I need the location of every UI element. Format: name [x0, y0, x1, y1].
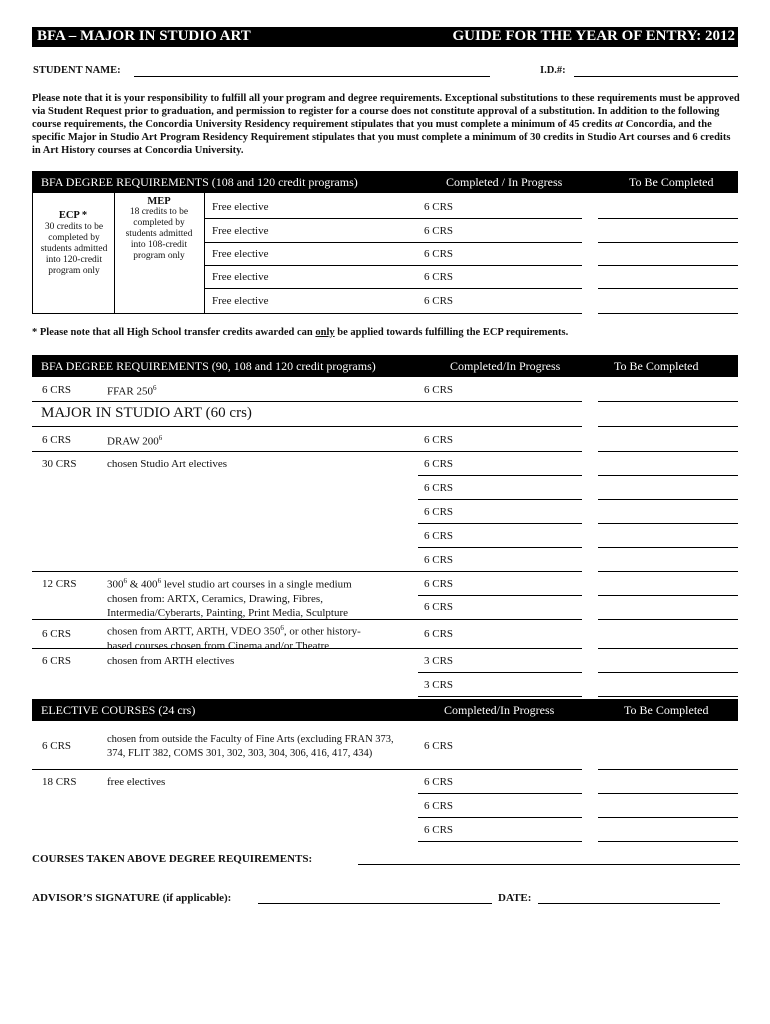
section3-header [32, 699, 738, 721]
arth-crs-1: 3 CRS [424, 655, 454, 667]
s1-crs-4: 6 CRS [424, 271, 454, 283]
ecp-title: ECP * [58, 210, 88, 221]
ffar-to-be[interactable] [598, 401, 738, 402]
electives-to-be-1[interactable] [598, 475, 738, 476]
draw-course: DRAW $200^6$ [107, 434, 163, 448]
s1-crs-2: 6 CRS [424, 225, 454, 237]
electives-crs-3: 6 CRS [424, 506, 454, 518]
history-crs: 6 CRS [424, 628, 454, 640]
free-to-be-3[interactable] [598, 841, 738, 842]
section3-title: ELECTIVE COURSES (24 crs) [41, 703, 196, 717]
arth-to-be-1[interactable] [598, 672, 738, 673]
student-id-label: I.D.#: [540, 65, 566, 76]
electives-credits: 30 CRS [42, 458, 77, 470]
section3-to-be-header: To Be Completed [624, 703, 709, 717]
free-crs-2: 6 CRS [424, 800, 454, 812]
level-to-be-2[interactable] [598, 619, 738, 620]
title-bar [32, 27, 738, 47]
ffar-crs: 6 CRS [424, 384, 454, 396]
free-crs-3: 6 CRS [424, 824, 454, 836]
student-id-field[interactable] [574, 76, 738, 77]
date-label: DATE: [498, 892, 532, 904]
electives-crs-2: 6 CRS [424, 482, 454, 494]
level-course: $300^6$ & $400^6$ level studio art courses in a single medium chosen from: ARTX, Ceramics, Drawing, Fibres, Intermedia/Cyberarts, Painting, Print Media, Sculpture [107, 577, 352, 619]
transfer-note: * Please note that all High School transfer credits awarded can only be applied towards fulfilling the ECP requirements. [32, 327, 569, 338]
section3-completed-header: Completed/In Progress [444, 703, 555, 717]
arth-to-be-2[interactable] [598, 696, 738, 697]
student-name-field[interactable] [134, 76, 490, 77]
section2-to-be-header: To Be Completed [614, 359, 699, 373]
section2-title: BFA DEGREE REQUIREMENTS (90, 108 and 120 credit programs) [41, 359, 376, 373]
section1-header [32, 171, 738, 193]
mep-description: 18 credits to be completed by students admitted into 108-credit program only [125, 207, 193, 261]
s1-course-5: Free elective [212, 295, 269, 307]
s1-course-3: Free elective [212, 248, 269, 260]
date-field[interactable] [538, 903, 720, 904]
electives-course: chosen Studio Art electives [107, 458, 228, 470]
section2-header [32, 355, 738, 377]
s1-crs-3: 6 CRS [424, 248, 454, 260]
ffar-course: FFAR $250^6$ [107, 384, 157, 398]
arth-credits: 6 CRS [42, 655, 72, 667]
mep-title: MEP [147, 196, 171, 207]
free-crs-1: 6 CRS [424, 776, 454, 788]
level-credits: 12 CRS [42, 578, 77, 590]
draw-crs: 6 CRS [424, 434, 454, 446]
electives-to-be-5[interactable] [598, 571, 738, 572]
form-title: BFA – MAJOR IN STUDIO ART [37, 28, 251, 44]
major-title: MAJOR IN STUDIO ART (60 crs) [41, 405, 252, 421]
above-requirements-field[interactable] [358, 864, 740, 865]
draw-credits: 6 CRS [42, 434, 72, 446]
s1-to-be-4[interactable] [598, 288, 738, 289]
section2-completed-header: Completed/In Progress [450, 359, 561, 373]
draw-to-be[interactable] [598, 451, 738, 452]
level-crs-1: 6 CRS [424, 578, 454, 590]
arth-crs-2: 3 CRS [424, 679, 454, 691]
advisor-signature-field[interactable] [258, 903, 492, 904]
level-to-be-1[interactable] [598, 595, 738, 596]
free-to-be-2[interactable] [598, 817, 738, 818]
s1-crs-5: 6 CRS [424, 295, 454, 307]
s1-to-be-1[interactable] [598, 218, 738, 219]
electives-crs-5: 6 CRS [424, 554, 454, 566]
s1-course-2: Free elective [212, 225, 269, 237]
s1-to-be-3[interactable] [598, 265, 738, 266]
advisor-signature-label: ADVISOR’S SIGNATURE (if applicable): [32, 892, 232, 904]
level-crs-2: 6 CRS [424, 601, 454, 613]
free-course: free electives [107, 776, 166, 788]
electives-crs-1: 6 CRS [424, 458, 454, 470]
s1-to-be-2[interactable] [598, 242, 738, 243]
above-requirements-label: COURSES TAKEN ABOVE DEGREE REQUIREMENTS: [32, 853, 313, 865]
outside-course: chosen from outside the Faculty of Fine Arts (excluding FRAN 373, 374, FLIT 382, COMS 301, 302, 303, 304, 306, 416, 417, 434) [107, 734, 394, 759]
electives-to-be-3[interactable] [598, 523, 738, 524]
section1-title: BFA DEGREE REQUIREMENTS (108 and 120 credit programs) [41, 175, 358, 189]
outside-crs: 6 CRS [424, 740, 454, 752]
s1-crs-1: 6 CRS [424, 201, 454, 213]
year-of-entry: GUIDE FOR THE YEAR OF ENTRY: 2012 [452, 28, 735, 44]
arth-course: chosen from ARTH electives [107, 655, 235, 667]
electives-to-be-2[interactable] [598, 499, 738, 500]
free-credits: 18 CRS [42, 776, 77, 788]
s1-course-4: Free elective [212, 271, 269, 283]
intro-note: Please note that it is your responsibility to fulfill all your program and degree requirements. Exceptional substitutions to these requirements must be approved via Student Request prior to graduation, and permission to register for a course does not constitute approval of a substitution. In addition to the following course requirements, the Concordia University Residency requirement stipulates that you must complete a minimum of 45 credits at Concordia, and the specific Major in Studio Art Program Residency Requirement stipulates that you must complete a minimum of 30 credits in Studio Art courses and 6 credits in Art History courses at Concordia University. [32, 93, 740, 156]
section1-to-be-header: To Be Completed [629, 175, 714, 189]
outside-credits: 6 CRS [42, 740, 72, 752]
s1-course-1: Free elective [212, 201, 269, 213]
free-to-be-1[interactable] [598, 793, 738, 794]
ffar-credits: 6 CRS [42, 384, 72, 396]
student-name-label: STUDENT NAME: [33, 65, 121, 76]
section1-completed-header: Completed / In Progress [446, 175, 563, 189]
history-credits: 6 CRS [42, 628, 72, 640]
outside-to-be[interactable] [598, 769, 738, 770]
electives-to-be-4[interactable] [598, 547, 738, 548]
history-to-be[interactable] [598, 648, 738, 649]
ecp-description: 30 credits to be completed by students admitted into 120-credit program only [40, 222, 108, 276]
electives-crs-4: 6 CRS [424, 530, 454, 542]
s1-to-be-5[interactable] [598, 313, 738, 314]
history-course: chosen from ARTT, ARTH, VDEO $350^6$, or other history- based courses chosen from Cinema and/or Theatre [107, 624, 361, 652]
